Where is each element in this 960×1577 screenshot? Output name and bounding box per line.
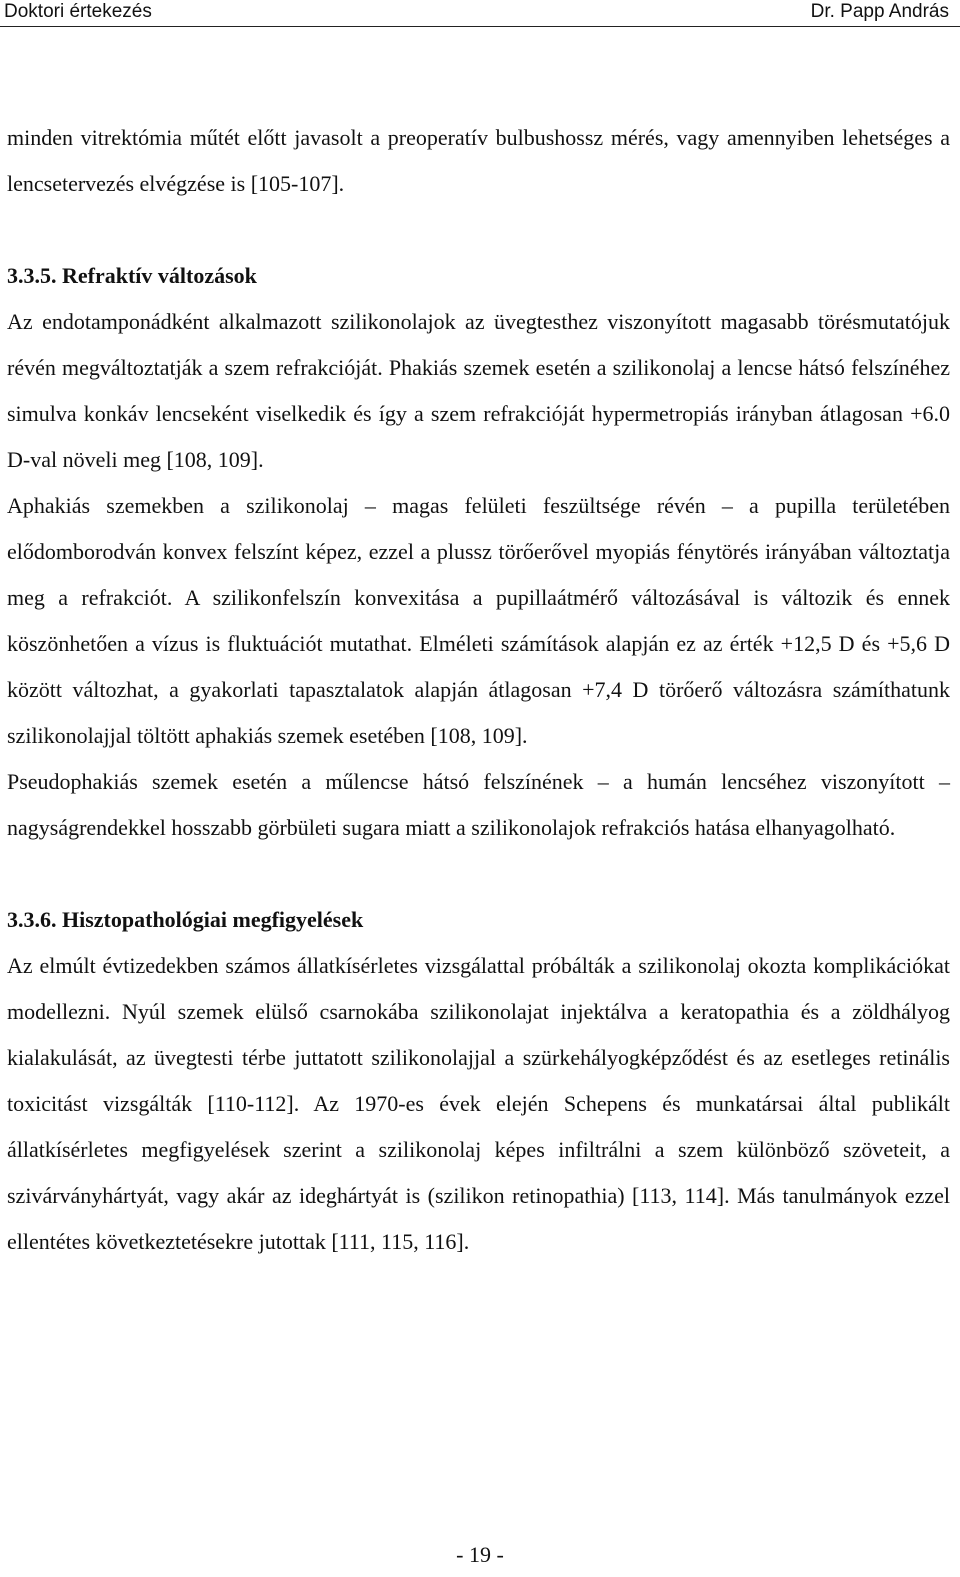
header-author: Dr. Papp András bbox=[810, 1, 949, 22]
section-heading-3-3-5: 3.3.5. Refraktív változások bbox=[7, 263, 257, 288]
document-body bbox=[7, 115, 950, 1265]
header-rule bbox=[0, 26, 960, 27]
section-heading-3-3-6: 3.3.6. Hisztopathológiai megfigyelések bbox=[7, 907, 364, 932]
section-spacer bbox=[7, 207, 950, 253]
header-document-type: Doktori értekezés bbox=[4, 1, 152, 22]
page-number: - 19 - bbox=[456, 1542, 504, 1567]
continuation-paragraph: minden vitrektómia műtét előtt javasolt a preoperatív bulbushossz mérés, vagy amennyiben lehetséges a lencsetervezés elvégzése is [105-107]. bbox=[7, 125, 950, 196]
paragraph-refractive-aphakic: Aphakiás szemekben a szilikonolaj – magas felületi feszültsége révén – a pupilla területében elődomborodván konvex felszínt képez, ezzel a plussz törőerővel myopiás fénytörés irányában változtatja meg a refrakciót. A szilikonfelszín konvexitása a pupillaátmérő változásával is változik és ennek köszönhetően a vízus is fluktuációt mutathat. Elméleti számítások alapján ez az érték +12,5 D és +5,6 D között változhat, a gyakorlati tapasztalatok alapján átlagosan +7,4 D törőerő változásra számíthatunk szilikonolajjal töltött aphakiás szemek esetében [108, 109]. bbox=[7, 493, 950, 748]
paragraph-refractive-pseudophakic: Pseudophakiás szemek esetén a műlencse hátsó felszínének – a humán lencséhez viszonyított – nagyságrendekkel hosszabb görbületi sugara miatt a szilikonolajok refrakciós hatása elhanyagolható. bbox=[7, 769, 950, 840]
section-spacer bbox=[7, 851, 950, 897]
paragraph-refractive-phakic: Az endotamponádként alkalmazott szilikonolajok az üvegtesthez viszonyított magasabb törésmutatójuk révén megváltoztatják a szem refrakcióját. Phakiás szemek esetén a szilikonolaj a lencse hátsó felszínéhez simulva konkáv lencseként viselkedik és így a szem refrakcióját hypermetropiás irányban átlagosan +6.0 D-val növeli meg [108, 109]. bbox=[7, 309, 950, 472]
paragraph-histopathology: Az elmúlt évtizedekben számos állatkísérletes vizsgálattal próbálták a szilikonolaj okozta komplikációkat modellezni. Nyúl szemek elülső csarnokába szilikonolajat injektálva a keratopathia és a zöldhályog kialakulását, az üvegtesti térbe juttatott szilikonolajjal a szürkehályogképződést és az esetleges retinális toxicitást vizsgálták [110-112]. Az 1970-es évek elején Schepens és munkatársai által publikált állatkísérletes megfigyelések szerint a szilikonolaj képes infiltrálni a szem különböző szöveteit, a szivárványhártyát, vagy akár az ideghártyát is (szilikon retinopathia) [113, 114]. Más tanulmányok ezzel ellentétes következtetésekre jutottak [111, 115, 116]. bbox=[7, 953, 950, 1254]
running-header bbox=[0, 0, 960, 27]
